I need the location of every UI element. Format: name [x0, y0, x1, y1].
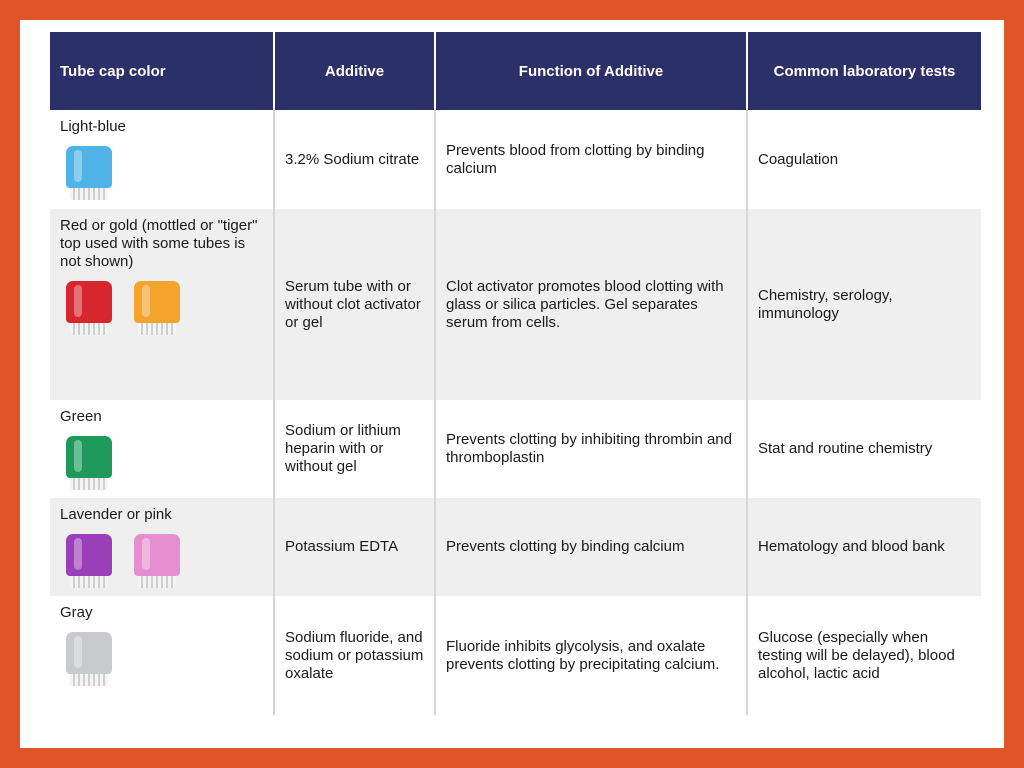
cap-cell [50, 400, 274, 498]
header-additive: Additive [274, 32, 435, 110]
cap-cell [50, 498, 274, 596]
function-cell: Prevents blood from clotting by binding calcium [435, 110, 747, 209]
cap-cell [50, 209, 274, 400]
table-row [50, 596, 981, 715]
cap-color-label: Red or gold (mottled or "tiger" top used with some tubes is not shown) [60, 217, 258, 270]
header-function: Function of Additive [435, 32, 747, 110]
tube-images [60, 144, 263, 200]
green-tube-icon [60, 434, 120, 490]
function-cell: Prevents clotting by binding calcium [435, 498, 747, 596]
header-tube-cap-color: Tube cap color [50, 32, 274, 110]
tests-cell: Glucose (especially when testing will be delayed), blood alcohol, lactic acid [758, 628, 955, 682]
cap-cell [50, 596, 274, 715]
lavender-tube-icon [60, 532, 120, 588]
table-row [50, 498, 981, 596]
additive-cell: Serum tube with or without clot activator or gel [274, 209, 435, 400]
blood-tube-table [50, 32, 981, 715]
tests-cell: Chemistry, serology, immunology [747, 209, 981, 400]
cap-color-label: Green [60, 408, 102, 425]
tube-images [60, 279, 263, 335]
table-row [50, 209, 981, 400]
cap-cell [50, 110, 274, 209]
table-row [50, 400, 981, 498]
cap-color-label: Light-blue [60, 118, 126, 135]
cap-color-label: Lavender or pink [60, 506, 172, 523]
slide-frame [20, 20, 1004, 748]
gray-tube-icon [60, 630, 120, 686]
function-cell: Fluoride inhibits glycolysis, and oxalate prevents clotting by precipitating calcium. [435, 596, 747, 715]
additive-cell: Sodium or lithium heparin with or without gel [274, 400, 435, 498]
tube-images [60, 532, 263, 588]
light-blue-tube-icon [60, 144, 120, 200]
cap-color-label: Gray [60, 604, 93, 621]
additive-cell: 3.2% Sodium citrate [274, 110, 435, 209]
tube-images [60, 630, 263, 686]
table-row [50, 110, 981, 209]
tests-cell: Stat and routine chemistry [758, 440, 933, 457]
tests-cell: Coagulation [758, 150, 839, 168]
additive-cell: Sodium fluoride, and sodium or potassium oxalate [274, 596, 435, 715]
pink-tube-icon [128, 532, 188, 588]
function-cell: Prevents clotting by inhibiting thrombin and thromboplastin [435, 400, 747, 498]
table-header-row [50, 32, 981, 110]
red-tube-icon [60, 279, 120, 335]
gold-tube-icon [128, 279, 188, 335]
tube-images [60, 434, 263, 490]
tests-cell: Hematology and blood bank [747, 498, 981, 596]
function-cell: Clot activator promotes blood clotting with glass or silica particles. Gel separates serum from cells. [435, 209, 747, 400]
header-common-tests: Common laboratory tests [747, 32, 981, 110]
additive-cell: Potassium EDTA [274, 498, 435, 596]
